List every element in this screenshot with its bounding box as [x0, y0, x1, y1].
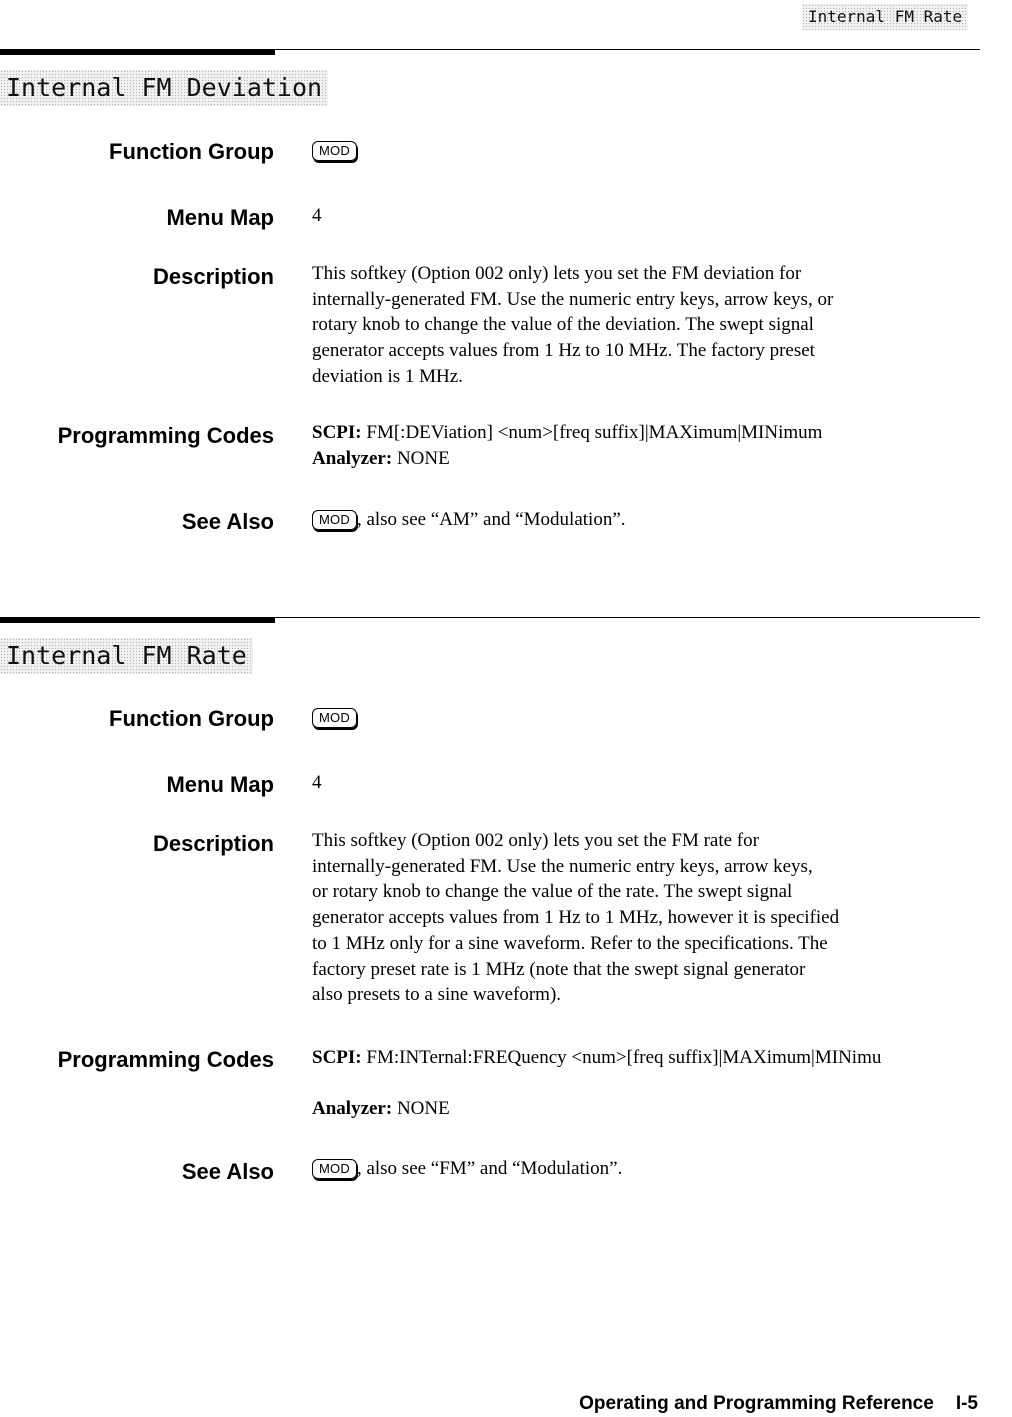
analyzer-value: NONE	[396, 1098, 450, 1119]
description-line: generator accepts values from 1 Hz to 1 MHz, however it is specified	[312, 907, 840, 929]
programming-codes	[312, 420, 822, 471]
description-label: Description	[152, 264, 274, 289]
mod-key: MOD	[312, 708, 357, 728]
function-group-label: Function Group	[109, 139, 274, 164]
scpi-line	[312, 420, 822, 446]
see-also-text	[312, 507, 626, 533]
description-line: rotary knob to change the value of the deviation. The swept signal	[312, 314, 814, 336]
description-line: This softkey (Option 002 only) lets you set the FM rate for	[312, 830, 759, 851]
description-line: deviation is 1 MHz.	[312, 365, 463, 387]
description-line: factory preset rate is 1 MHz (note that the swept signal generator	[312, 958, 806, 980]
description-label: Description	[152, 831, 274, 856]
description-line: generator accepts values from 1 Hz to 10 MHz. The factory preset	[312, 340, 815, 362]
scpi-label: SCPI:	[312, 422, 362, 443]
menu-map-value: 4	[312, 772, 322, 793]
analyzer-label: Analyzer:	[312, 447, 393, 469]
running-header-softkey: Internal FM Rate	[802, 4, 968, 30]
description-line: internally-generated FM. Use the numeric entry keys, arrow keys,	[312, 855, 813, 877]
description-line: internally-generated FM. Use the numeric entry keys, arrow keys, or	[312, 288, 834, 310]
see-also-label: See Also	[181, 1159, 274, 1184]
description-line: to 1 MHz only for a sine waveform. Refer to the specifications. The	[312, 932, 828, 954]
menu-map-value: 4	[312, 205, 322, 226]
section-title: Internal FM Rate	[0, 638, 253, 674]
mod-key: MOD	[312, 1159, 357, 1179]
programming-codes-label: Programming Codes	[57, 1047, 274, 1072]
section-rule-accent	[0, 49, 275, 55]
description-line: also presets to a sine waveform).	[312, 984, 562, 1006]
scpi-command: FM:INTernal:FREQuency <num>[freq suffix]|MAXimum|MINimu	[366, 1047, 882, 1068]
description-text	[312, 828, 839, 1008]
see-also-text	[312, 1156, 622, 1182]
footer-title: Operating and Programming Reference	[579, 1393, 934, 1414]
scpi-label: SCPI:	[312, 1047, 362, 1068]
menu-map-label: Menu Map	[166, 772, 274, 797]
page-footer	[579, 1391, 978, 1417]
see-also-reference: , also see “FM” and “Modulation”.	[356, 1158, 623, 1179]
analyzer-line	[312, 1096, 450, 1122]
function-group-label: Function Group	[109, 706, 274, 731]
scpi-command: FM[:DEViation] <num>[freq suffix]|MAXimum|MINimum	[366, 422, 823, 443]
function-group-value	[312, 705, 357, 731]
section-rule-accent	[0, 617, 275, 623]
function-group-value	[312, 138, 357, 164]
analyzer-label: Analyzer:	[312, 1098, 393, 1119]
description-text	[312, 261, 833, 390]
page-number: I-5	[955, 1393, 978, 1414]
section-title: Internal FM Deviation	[0, 70, 328, 106]
description-line: or rotary knob to change the value of the rate. The swept signal	[312, 881, 793, 903]
see-also-reference: , also see “AM” and “Modulation”.	[356, 509, 626, 530]
menu-map-label: Menu Map	[166, 205, 274, 230]
analyzer-line	[312, 446, 822, 472]
see-also-label: See Also	[181, 509, 274, 534]
mod-key: MOD	[312, 141, 357, 161]
mod-key: MOD	[312, 510, 357, 530]
programming-codes-label: Programming Codes	[57, 423, 274, 448]
description-line: This softkey (Option 002 only) lets you set the FM deviation for	[312, 263, 802, 284]
scpi-line	[312, 1045, 1012, 1071]
analyzer-value: NONE	[396, 447, 450, 469]
